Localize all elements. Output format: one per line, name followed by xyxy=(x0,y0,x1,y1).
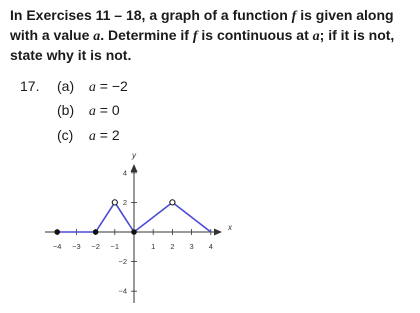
closed-point xyxy=(131,229,137,235)
variable-a: a xyxy=(88,129,96,144)
variable-a: a xyxy=(93,29,101,44)
part-equation: = 0 xyxy=(99,102,120,118)
function-f: f xyxy=(192,29,198,44)
y-tick-label: −4 xyxy=(118,286,127,296)
part-label: (b) xyxy=(57,102,75,118)
x-axis-arrow xyxy=(214,229,222,236)
part-label: (a) xyxy=(57,78,75,94)
instructions-part: is given along with a value xyxy=(10,7,394,43)
y-axis-arrow xyxy=(131,164,138,172)
variable-a: a xyxy=(312,29,320,44)
x-tick-label: 1 xyxy=(151,242,156,251)
x-tick-label: 4 xyxy=(208,242,213,251)
x-tick-label: 2 xyxy=(170,242,175,251)
part-equation: = −2 xyxy=(99,78,128,94)
variable-a: a xyxy=(88,104,96,119)
x-tick-label: 3 xyxy=(189,242,194,251)
instructions-part: is continuous at xyxy=(197,27,313,43)
instructions-part: ; if it is not, state why it is not. xyxy=(10,27,395,63)
y-tick-label: 4 xyxy=(122,168,127,178)
x-tick-label: −1 xyxy=(110,242,120,251)
instructions-part: . Determine if xyxy=(100,27,193,43)
closed-point xyxy=(54,229,60,235)
y-axis-label: y xyxy=(132,151,136,160)
x-axis-label: x xyxy=(228,223,232,232)
open-point xyxy=(112,200,117,205)
x-tick-label: −2 xyxy=(91,242,100,251)
exercise-number: 17. xyxy=(20,78,40,94)
x-tick-label: −3 xyxy=(72,242,81,251)
part-equation: = 2 xyxy=(99,127,120,143)
function-f: f xyxy=(291,9,297,24)
x-tick-label: −4 xyxy=(52,242,62,251)
part-label: (c) xyxy=(57,127,74,143)
open-point xyxy=(170,200,175,205)
closed-point xyxy=(93,229,99,235)
y-tick-label: 2 xyxy=(122,197,127,207)
y-tick-label: −2 xyxy=(118,257,127,267)
variable-a: a xyxy=(88,80,96,95)
instructions-part: In Exercises 11 – 18, a graph of a function xyxy=(10,7,292,23)
